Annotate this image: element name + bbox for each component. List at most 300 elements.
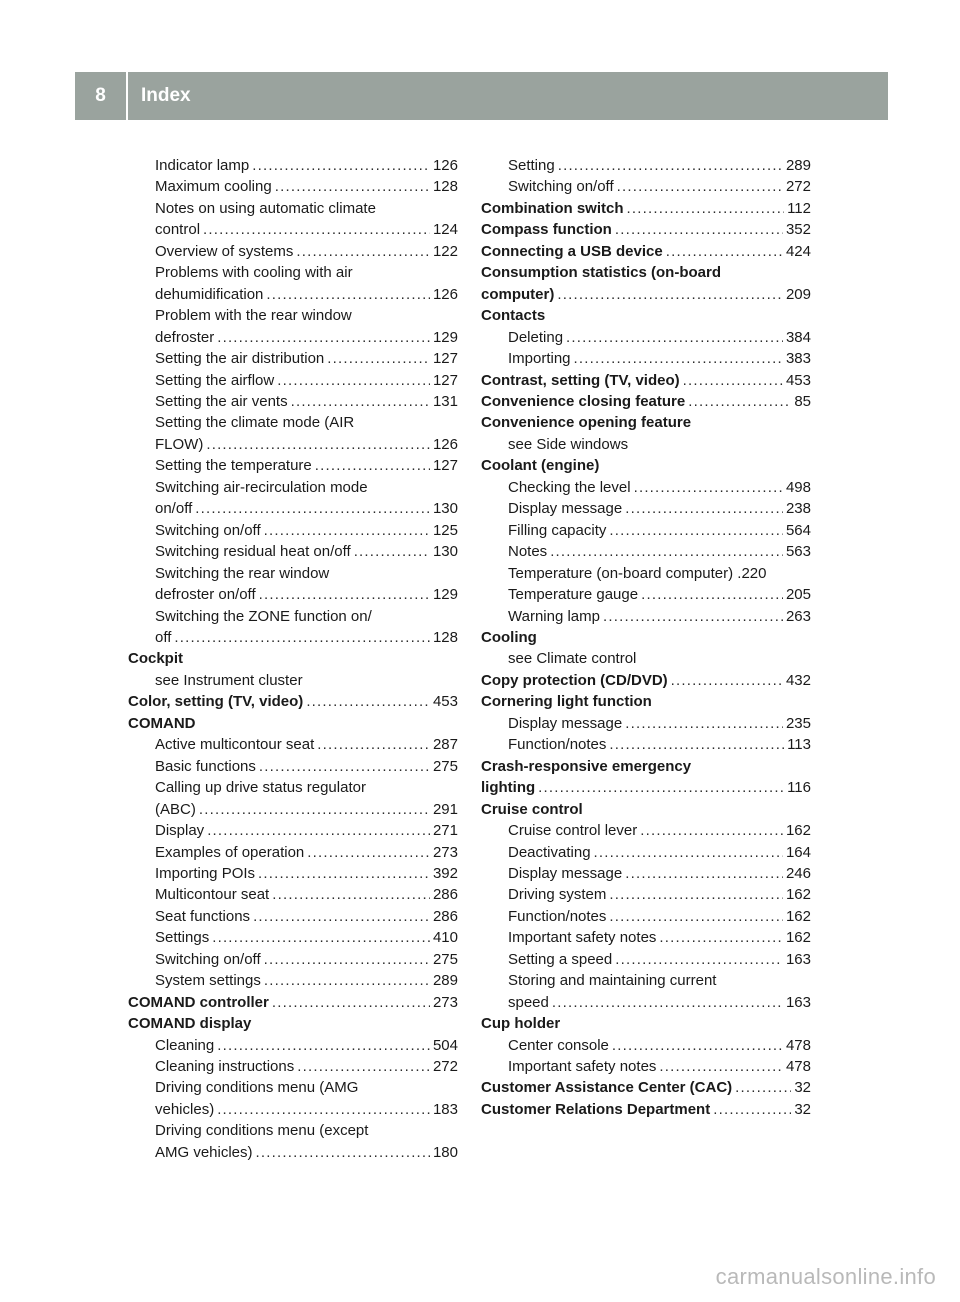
dot-leader — [217, 1099, 430, 1120]
index-subentry — [128, 863, 458, 884]
index-subentry — [128, 520, 458, 541]
dot-leader — [612, 1035, 783, 1056]
entry-term: dehumidification — [155, 285, 264, 303]
entry-page-number: 131 — [432, 392, 458, 410]
dot-leader — [609, 906, 783, 927]
dot-leader — [617, 176, 783, 197]
entry-term: Switching on/off — [155, 950, 261, 968]
index-heading — [481, 391, 811, 412]
entry-term: Settings — [155, 929, 210, 947]
dot-leader — [259, 756, 430, 777]
entry-page-number: 116 — [787, 779, 811, 797]
index-subentry — [128, 584, 458, 605]
entry-term: see Instrument cluster — [155, 671, 303, 689]
entry-term: Overview of systems — [155, 242, 294, 260]
entry-term: Cruise control lever — [508, 822, 638, 840]
entry-page-number: 126 — [432, 285, 458, 303]
entry-page-number: 162 — [785, 886, 811, 904]
entry-term: Examples of operation — [155, 843, 305, 861]
index-subentry — [481, 176, 811, 197]
index-subentry — [128, 734, 458, 755]
entry-page-number: 424 — [785, 242, 811, 260]
index-subentry — [481, 927, 811, 948]
dot-leader — [256, 1142, 430, 1163]
entry-term: Indicator lamp — [155, 157, 250, 174]
index-subentry — [128, 820, 458, 841]
index-subentry — [481, 434, 811, 455]
dot-leader — [315, 455, 430, 476]
entry-term: Switching the rear window — [155, 564, 330, 582]
index-heading — [128, 992, 458, 1013]
dot-leader — [207, 820, 430, 841]
dot-leader — [174, 627, 430, 648]
entry-page-number: 127 — [432, 371, 458, 389]
entry-term: Contacts — [481, 307, 546, 325]
dot-leader — [291, 391, 430, 412]
entry-page-number: 130 — [432, 500, 458, 518]
dot-leader — [735, 1077, 791, 1098]
entry-page-number: 128 — [432, 178, 458, 196]
entry-term: Switching on/off — [508, 178, 614, 196]
dot-leader — [199, 799, 430, 820]
entry-term: Temperature gauge — [508, 586, 639, 604]
entry-page-number: 272 — [785, 178, 811, 196]
entry-page-number: 478 — [785, 1036, 811, 1054]
entry-page-number: 130 — [432, 543, 458, 561]
index-heading — [481, 198, 811, 219]
index-heading — [128, 648, 458, 669]
entry-page-number: 205 — [785, 586, 811, 604]
dot-leader — [634, 477, 783, 498]
index-subentry — [481, 541, 811, 562]
dot-leader — [195, 498, 430, 519]
dot-leader — [659, 1056, 783, 1077]
index-heading — [481, 777, 811, 798]
entry-term: Driving conditions menu (AMG — [155, 1079, 359, 1097]
entry-term: COMAND display — [128, 1015, 252, 1033]
entry-term: Deleting — [508, 328, 564, 346]
index-subentry — [481, 1056, 811, 1077]
entry-page-number: 289 — [432, 972, 458, 990]
entry-page-number: 273 — [432, 843, 458, 861]
index-subentry — [128, 1120, 458, 1141]
entry-term: Contrast, setting (TV, video) — [481, 371, 680, 389]
entry-term: Setting — [508, 157, 555, 174]
index-heading — [481, 370, 811, 391]
dot-leader — [212, 927, 430, 948]
entry-term: lighting — [481, 779, 536, 797]
index-subentry — [481, 734, 811, 755]
dot-leader — [627, 198, 785, 219]
entry-page-number: 163 — [785, 950, 811, 968]
entry-term: Problem with the rear window — [155, 307, 352, 325]
dot-leader — [659, 927, 783, 948]
entry-page-number: 125 — [432, 521, 458, 539]
entry-term: Importing POIs — [155, 864, 256, 882]
index-subentry — [481, 584, 811, 605]
dot-leader — [277, 370, 430, 391]
index-subentry — [481, 906, 811, 927]
index-heading — [481, 1013, 811, 1034]
index-heading — [481, 305, 811, 326]
entry-page-number: 478 — [785, 1058, 811, 1076]
dot-leader — [272, 884, 430, 905]
entry-term: Setting the climate mode (AIR — [155, 414, 355, 432]
index-subentry — [128, 241, 458, 262]
entry-page-number: 128 — [432, 628, 458, 646]
entry-page-number: 289 — [785, 157, 811, 174]
entry-term: System settings — [155, 972, 261, 990]
entry-term: Calling up drive status regulator — [155, 779, 366, 797]
entry-page-number: 498 — [785, 478, 811, 496]
entry-page-number: 352 — [785, 221, 811, 239]
entry-term: Important safety notes — [508, 929, 657, 947]
entry-page-number: 32 — [794, 1100, 811, 1118]
entry-term: Notes on using automatic climate — [155, 199, 376, 217]
dot-leader — [217, 327, 430, 348]
index-subentry — [481, 563, 811, 584]
dot-leader — [666, 241, 783, 262]
entry-page-number: 126 — [432, 435, 458, 453]
entry-term: Center console — [508, 1036, 609, 1054]
entry-page-number: 273 — [432, 993, 458, 1011]
entry-term: Copy protection (CD/DVD) — [481, 671, 668, 689]
index-subentry — [128, 1035, 458, 1056]
index-heading — [481, 627, 811, 648]
index-subentry — [128, 1056, 458, 1077]
dot-leader — [625, 863, 783, 884]
dot-leader — [552, 992, 783, 1013]
entry-page-number: 564 — [785, 521, 811, 539]
entry-term: Setting the air distribution — [155, 350, 325, 368]
dot-leader — [550, 541, 783, 562]
dot-leader — [317, 734, 430, 755]
index-subentry — [128, 284, 458, 305]
entry-page-number: 275 — [432, 757, 458, 775]
entry-page-number: 392 — [432, 864, 458, 882]
entry-term: Setting the air vents — [155, 392, 288, 410]
entry-page-number: 291 — [432, 800, 458, 818]
index-subentry — [128, 842, 458, 863]
dot-leader — [253, 906, 430, 927]
dot-leader — [625, 498, 783, 519]
entry-page-number: 235 — [785, 714, 811, 732]
entry-term: Cooling — [481, 628, 537, 646]
dot-leader — [354, 541, 430, 562]
index-subentry — [128, 777, 458, 798]
entry-term: Warning lamp — [508, 607, 600, 625]
entry-term: Display message — [508, 864, 623, 882]
entry-term: defroster on/off — [155, 586, 256, 604]
dot-leader — [307, 842, 430, 863]
dot-leader — [671, 670, 783, 691]
dot-leader — [683, 370, 783, 391]
entry-term: Display message — [508, 500, 623, 518]
entry-page-number: 85 — [794, 392, 811, 410]
dot-leader — [574, 348, 783, 369]
index-subentry — [128, 627, 458, 648]
entry-term: Switching residual heat on/off — [155, 543, 351, 561]
entry-term: speed — [508, 993, 549, 1011]
dot-leader — [688, 391, 791, 412]
index-subentry — [481, 1035, 811, 1056]
entry-term: Convenience opening feature — [481, 414, 692, 432]
entry-page-number: 162 — [785, 907, 811, 925]
entry-term: Temperature (on-board computer) . — [508, 564, 742, 582]
dot-leader — [594, 842, 783, 863]
index-subentry — [481, 713, 811, 734]
entry-page-number: 384 — [785, 328, 811, 346]
index-heading — [481, 219, 811, 240]
entry-term: off — [155, 628, 172, 646]
dot-leader — [264, 520, 430, 541]
index-subentry — [481, 606, 811, 627]
entry-term: Function/notes — [508, 907, 607, 925]
entry-term: Customer Assistance Center (CAC) — [481, 1079, 733, 1097]
index-subentry — [128, 370, 458, 391]
entry-page-number: 263 — [785, 607, 811, 625]
entry-term: Notes — [508, 543, 548, 561]
index-heading — [481, 799, 811, 820]
entry-page-number: 122 — [432, 242, 458, 260]
index-subentry — [128, 477, 458, 498]
index-subentry — [481, 498, 811, 519]
dot-leader — [206, 434, 430, 455]
index-subentry — [128, 906, 458, 927]
index-heading — [481, 1099, 811, 1120]
entry-page-number: 432 — [785, 671, 811, 689]
dot-leader — [609, 734, 784, 755]
entry-page-number: 410 — [432, 929, 458, 947]
page-header-bar — [75, 72, 888, 120]
index-heading — [481, 241, 811, 262]
entry-term: Important safety notes — [508, 1058, 657, 1076]
entry-term: Multicontour seat — [155, 886, 270, 904]
entry-page-number: 563 — [785, 543, 811, 561]
entry-term: Color, setting (TV, video) — [128, 693, 304, 711]
entry-term: Display message — [508, 714, 623, 732]
dot-leader — [217, 1035, 430, 1056]
dot-leader — [297, 1056, 430, 1077]
dot-leader — [272, 992, 430, 1013]
entry-page-number: 32 — [794, 1079, 811, 1097]
index-subentry — [128, 391, 458, 412]
index-heading — [128, 1013, 458, 1034]
entry-term: Importing — [508, 350, 571, 368]
entry-term: Customer Relations Department — [481, 1100, 711, 1118]
entry-page-number: 127 — [432, 457, 458, 475]
entry-page-number: 286 — [432, 886, 458, 904]
dot-leader — [713, 1099, 791, 1120]
entry-term: FLOW) — [155, 435, 204, 453]
index-heading — [481, 284, 811, 305]
entry-term: control — [155, 221, 201, 239]
entry-term: (ABC) — [155, 800, 196, 818]
entry-term: Connecting a USB device — [481, 242, 663, 260]
dot-leader — [640, 820, 783, 841]
index-subentry — [481, 820, 811, 841]
index-subentry — [481, 348, 811, 369]
dot-leader — [327, 348, 430, 369]
entry-term: Switching on/off — [155, 521, 261, 539]
entry-page-number: 162 — [785, 929, 811, 947]
entry-term: Cup holder — [481, 1015, 561, 1033]
index-subentry — [128, 348, 458, 369]
entry-page-number: 129 — [432, 328, 458, 346]
dot-leader — [258, 863, 430, 884]
entry-term: Filling capacity — [508, 521, 607, 539]
entry-page-number: 183 — [432, 1100, 458, 1118]
index-subentry — [128, 1077, 458, 1098]
entry-term: Display — [155, 822, 205, 840]
entry-term: see Side windows — [508, 435, 629, 453]
entry-page-number: 180 — [432, 1143, 458, 1161]
entry-term: Crash-responsive emergency — [481, 757, 692, 775]
entry-page-number: 129 — [432, 586, 458, 604]
entry-term: Setting the airflow — [155, 371, 275, 389]
entry-term: Deactivating — [508, 843, 591, 861]
index-subentry — [481, 327, 811, 348]
index-column-right — [481, 155, 811, 1120]
index-heading — [481, 412, 811, 433]
index-subentry — [128, 970, 458, 991]
index-subentry — [128, 455, 458, 476]
index-subentry — [481, 949, 811, 970]
entry-term: on/off — [155, 500, 193, 518]
entry-term: defroster — [155, 328, 215, 346]
dot-leader — [615, 949, 783, 970]
dot-leader — [252, 155, 430, 176]
index-subentry — [128, 176, 458, 197]
entry-page-number: 453 — [432, 693, 458, 711]
index-heading — [128, 691, 458, 712]
entry-term: Setting the temperature — [155, 457, 312, 475]
index-subentry — [128, 262, 458, 283]
entry-term: Coolant (engine) — [481, 457, 600, 475]
index-heading — [481, 756, 811, 777]
index-subentry — [128, 155, 458, 176]
index-subentry — [128, 498, 458, 519]
index-subentry — [128, 412, 458, 433]
index-subentry — [128, 541, 458, 562]
index-subentry — [128, 305, 458, 326]
entry-page-number: 163 — [785, 993, 811, 1011]
entry-term: COMAND — [128, 714, 196, 732]
index-subentry — [128, 1099, 458, 1120]
dot-leader — [275, 176, 430, 197]
index-subentry — [128, 563, 458, 584]
dot-leader — [609, 884, 783, 905]
index-subentry — [128, 434, 458, 455]
index-subentry — [128, 327, 458, 348]
index-heading — [128, 713, 458, 734]
entry-page-number: 220 — [741, 564, 767, 582]
index-subentry — [128, 884, 458, 905]
entry-term: Checking the level — [508, 478, 631, 496]
dot-leader — [264, 949, 430, 970]
entry-term: Convenience closing feature — [481, 392, 686, 410]
index-subentry — [128, 949, 458, 970]
index-subentry — [481, 863, 811, 884]
index-subentry — [481, 155, 811, 176]
dot-leader — [259, 584, 430, 605]
entry-page-number: 126 — [432, 157, 458, 174]
index-subentry — [128, 1142, 458, 1163]
index-subentry — [481, 842, 811, 863]
entry-term: Driving system — [508, 886, 607, 904]
dot-leader — [296, 241, 430, 262]
index-subentry — [128, 756, 458, 777]
entry-term: see Climate control — [508, 650, 637, 668]
index-heading — [481, 262, 811, 283]
entry-page-number: 272 — [432, 1058, 458, 1076]
dot-leader — [203, 219, 430, 240]
entry-page-number: 275 — [432, 950, 458, 968]
dot-leader — [538, 777, 784, 798]
index-heading — [481, 670, 811, 691]
entry-term: AMG vehicles) — [155, 1143, 253, 1161]
dot-leader — [266, 284, 430, 305]
dot-leader — [625, 713, 783, 734]
entry-page-number: 127 — [432, 350, 458, 368]
index-subentry — [481, 477, 811, 498]
entry-term: Combination switch — [481, 199, 624, 217]
header-divider — [126, 72, 128, 120]
entry-page-number: 271 — [432, 822, 458, 840]
entry-term: Driving conditions menu (except — [155, 1122, 369, 1140]
entry-term: vehicles) — [155, 1100, 215, 1118]
watermark: carmanualsonline.info — [715, 1264, 936, 1289]
index-subentry — [481, 648, 811, 669]
entry-term: Consumption statistics (on-board — [481, 264, 721, 282]
index-heading — [481, 1077, 811, 1098]
entry-page-number: 113 — [787, 736, 811, 754]
entry-term: Setting a speed — [508, 950, 613, 968]
entry-term: Basic functions — [155, 757, 256, 775]
dot-leader — [264, 970, 430, 991]
entry-page-number: 383 — [785, 350, 811, 368]
entry-term: Cornering light function — [481, 693, 652, 711]
entry-page-number: 238 — [785, 500, 811, 518]
entry-page-number: 124 — [432, 221, 458, 239]
entry-page-number: 112 — [787, 199, 811, 217]
index-heading — [481, 691, 811, 712]
entry-term: Switching the ZONE function on/ — [155, 607, 372, 625]
entry-term: Compass function — [481, 221, 612, 239]
index-subentry — [481, 992, 811, 1013]
entry-page-number: 287 — [432, 736, 458, 754]
section-title: Index — [141, 85, 191, 106]
entry-term: Switching air-recirculation mode — [155, 478, 368, 496]
index-subentry — [481, 970, 811, 991]
entry-term: Active multicontour seat — [155, 736, 315, 754]
index-subentry — [128, 799, 458, 820]
entry-term: Maximum cooling — [155, 178, 272, 196]
entry-term: COMAND controller — [128, 993, 269, 1011]
index-column-left — [128, 155, 458, 1163]
entry-term: Seat functions — [155, 907, 251, 925]
entry-page-number: 453 — [785, 371, 811, 389]
entry-term: Problems with cooling with air — [155, 264, 353, 282]
dot-leader — [641, 584, 783, 605]
entry-page-number: 246 — [785, 864, 811, 882]
entry-term: Cruise control — [481, 800, 583, 818]
index-subentry — [128, 606, 458, 627]
entry-term: computer) — [481, 285, 555, 303]
dot-leader — [558, 155, 783, 176]
index-subentry — [128, 670, 458, 691]
dot-leader — [566, 327, 783, 348]
